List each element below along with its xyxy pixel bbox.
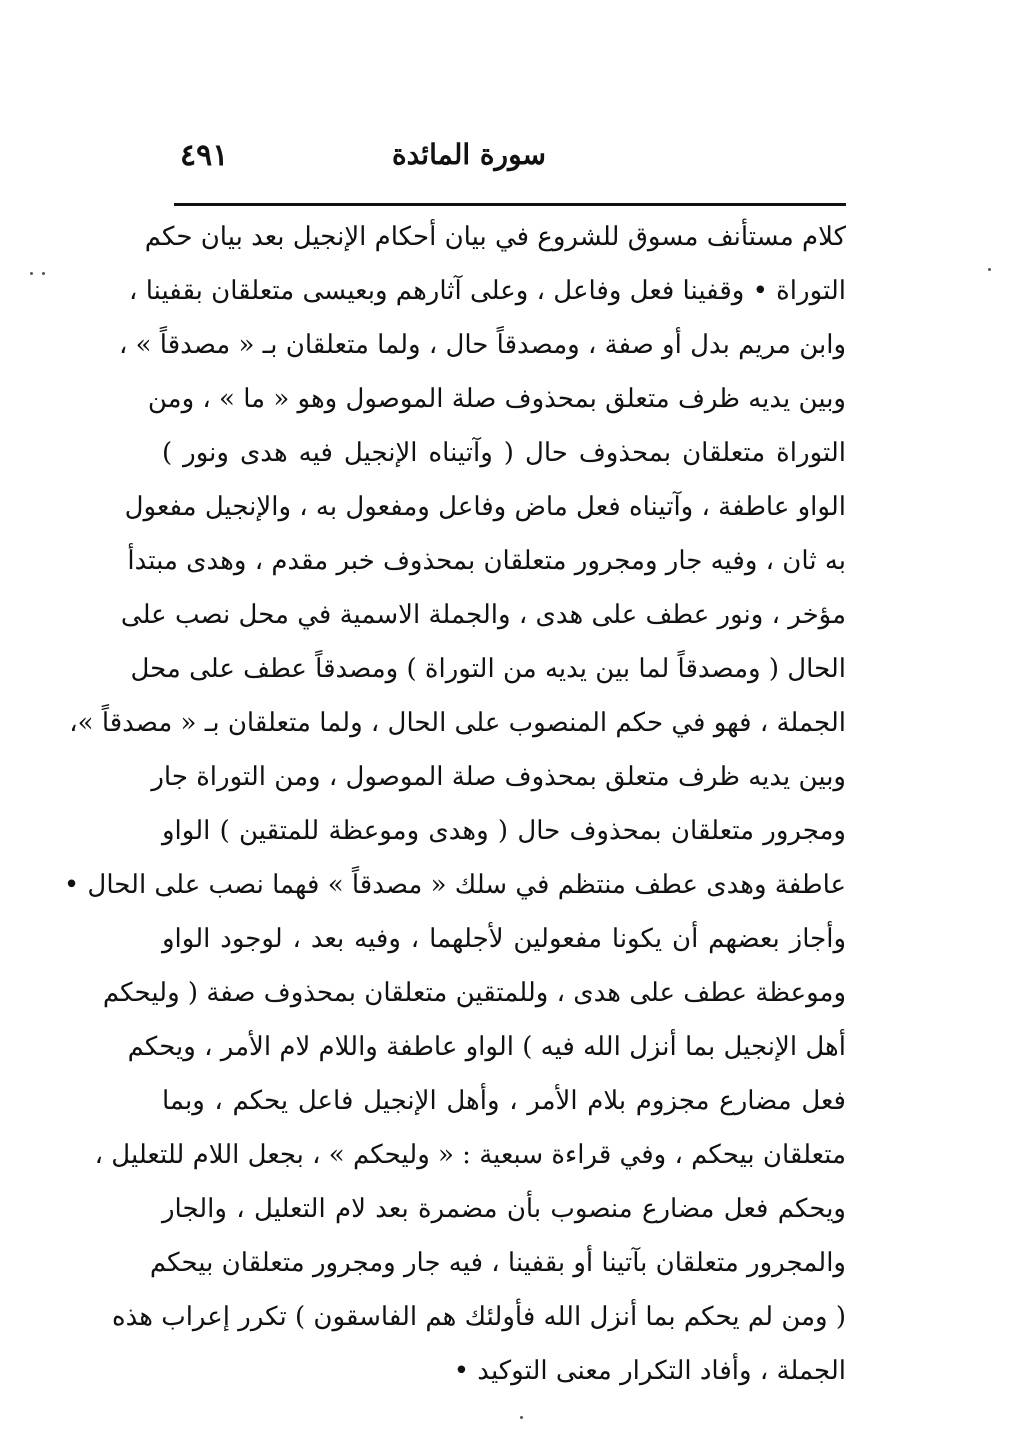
text-line: والمجرور متعلقان بآتينا أو بقفينا ، فيه جار ومجرور متعلقان بيحكم xyxy=(149,1248,846,1278)
text-line: الجملة ، فهو في حكم المنصوب على الحال ، ولما متعلقان بـ « مصدقاً »، xyxy=(69,708,846,738)
text-line: ويحكم فعل مضارع منصوب بأن مضمرة بعد لام التعليل ، والجار xyxy=(162,1194,846,1224)
page-number: ٤٩١ xyxy=(180,138,229,173)
scan-speck xyxy=(988,268,991,271)
text-line: فعل مضارع مجزوم بلام الأمر ، وأهل الإنجيل فاعل يحكم ، وبما xyxy=(162,1086,846,1116)
surah-title: سورة المائدة xyxy=(391,138,546,171)
header-rule xyxy=(174,203,846,206)
text-line: الواو عاطفة ، وآتيناه فعل ماض وفاعل ومفعول به ، والإنجيل مفعول xyxy=(124,492,846,522)
text-line: الجملة ، وأفاد التكرار معنى التوكيد • xyxy=(453,1356,846,1386)
text-line: وابن مريم بدل أو صفة ، ومصدقاً حال ، ولما متعلقان بـ « مصدقاً » ، xyxy=(118,330,846,360)
text-line: وبين يديه ظرف متعلق بمحذوف صلة الموصول وهو « ما » ، ومن xyxy=(147,384,846,414)
text-line: الحال ( ومصدقاً لما بين يديه من التوراة ) ومصدقاً عطف على محل xyxy=(130,654,846,684)
page-header xyxy=(174,138,846,182)
body-text xyxy=(63,210,846,1398)
text-line: التوراة متعلقان بمحذوف حال ( وآتيناه الإنجيل فيه هدى ونور ) xyxy=(162,438,846,468)
text-line: مؤخر ، ونور عطف على هدى ، والجملة الاسمية في محل نصب على xyxy=(120,600,846,630)
text-line: التوراة • وقفينا فعل وفاعل ، وعلى آثارهم وبعيسى متعلقان بقفينا ، xyxy=(129,276,846,306)
text-line: عاطفة وهدى عطف منتظم في سلك « مصدقاً » فهما نصب على الحال • xyxy=(63,870,846,900)
text-line: أهل الإنجيل بما أنزل الله فيه ) الواو عاطفة واللام لام الأمر ، ويحكم xyxy=(127,1032,846,1062)
scan-speck xyxy=(42,272,45,275)
text-line: وبين يديه ظرف متعلق بمحذوف صلة الموصول ، ومن التوراة جار xyxy=(151,762,846,792)
text-line: ومجرور متعلقان بمحذوف حال ( وهدى وموعظة للمتقين ) الواو xyxy=(162,816,846,846)
text-line: متعلقان بيحكم ، وفي قراءة سبعية : « وليحكم » ، بجعل اللام للتعليل ، xyxy=(94,1140,846,1170)
text-line: به ثان ، وفيه جار ومجرور متعلقان بمحذوف خبر مقدم ، وهدى مبتدأ xyxy=(127,546,846,576)
text-line: وأجاز بعضهم أن يكونا مفعولين لأجلهما ، وفيه بعد ، لوجود الواو xyxy=(162,924,846,954)
text-line: ( ومن لم يحكم بما أنزل الله فأولئك هم الفاسقون ) تكرر إعراب هذه xyxy=(111,1302,846,1332)
scan-speck xyxy=(520,1416,523,1419)
scan-speck xyxy=(30,272,33,275)
text-line: وموعظة عطف على هدى ، وللمتقين متعلقان بمحذوف صفة ( وليحكم xyxy=(102,978,846,1008)
text-line: كلام مستأنف مسوق للشروع في بيان أحكام الإنجيل بعد بيان حكم xyxy=(144,222,846,252)
